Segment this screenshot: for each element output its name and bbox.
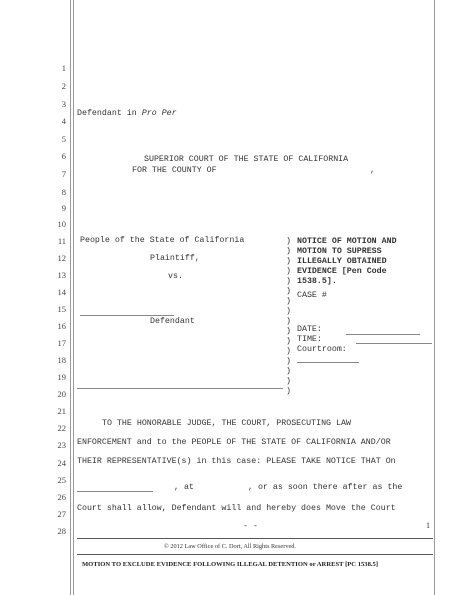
body-line-27: Court shall allow, Defendant will and hereby does Move the Court	[77, 504, 396, 513]
body-line-23: ENFORCEMENT and to the PEOPLE OF THE STATE OF CALIFORNIA AND/OR	[77, 438, 391, 447]
courtroom-blank	[297, 362, 359, 363]
line-number: 25	[57, 475, 66, 485]
line-number: 6	[61, 151, 66, 161]
caption-paren: )	[286, 247, 291, 256]
court-name: SUPERIOR COURT OF THE STATE OF CALIFORNIA	[144, 155, 349, 164]
footer-document-title: MOTION TO EXCLUDE EVIDENCE FOLLOWING ILLEGAL DETENTION or ARREST [PC 1538.5]	[81, 561, 379, 568]
line-number: 15	[57, 304, 66, 314]
defendant-name-line	[80, 315, 174, 316]
caption-paren: )	[286, 307, 291, 316]
line-number: 8	[61, 187, 66, 197]
line-number: 4	[61, 116, 66, 126]
line-number: 28	[57, 526, 66, 536]
date-blank	[346, 334, 420, 335]
county-label: FOR THE COUNTY OF	[132, 166, 217, 175]
line-number: 23	[57, 440, 66, 450]
caption-paren: )	[286, 367, 291, 376]
notice-title-line: EVIDENCE [Pen Code	[297, 267, 387, 276]
caption-paren: )	[286, 317, 291, 326]
body-line-22: TO THE HONORABLE JUDGE, THE COURT, PROSECUTING LAW	[102, 419, 351, 428]
continuation-dashes: - -	[243, 522, 258, 531]
date-label: DATE:	[297, 325, 322, 334]
caption-paren: )	[286, 337, 291, 346]
pro-per-label: Pro Per	[141, 109, 177, 118]
line-number: 10	[57, 219, 66, 229]
caption-paren: )	[286, 277, 291, 286]
caption-paren: )	[286, 267, 291, 276]
line-number: 21	[57, 406, 66, 416]
line-number: 12	[57, 253, 66, 263]
caption-paren: )	[286, 357, 291, 366]
line-number: 18	[57, 355, 66, 365]
line-number: 27	[57, 509, 66, 519]
caption-paren: )	[286, 377, 291, 386]
notice-title-line: 1538.5].	[297, 277, 337, 286]
caption-paren: )	[286, 347, 291, 356]
plaintiff-label: Plaintiff,	[150, 254, 200, 263]
notice-title-line: ILLEGALLY OBTAINED	[297, 257, 387, 266]
line-number: 13	[57, 270, 66, 280]
case-number-label: CASE #	[297, 291, 327, 300]
line-number: 3	[61, 99, 66, 109]
county-comma: ,	[370, 166, 375, 175]
footer-mid-rule	[77, 554, 433, 555]
caption-paren: )	[286, 257, 291, 266]
line-number: 26	[57, 492, 66, 502]
line-number: 14	[57, 287, 66, 297]
line-number: 16	[57, 321, 66, 331]
left-margin-rule-inner	[73, 0, 74, 595]
body-line-26-rest: , or as soon there after as the	[248, 483, 403, 492]
line-number: 5	[61, 134, 66, 144]
right-margin-rule	[434, 0, 435, 595]
defendant-caption-label: Defendant	[150, 317, 195, 326]
hearing-date-blank	[77, 491, 153, 492]
line-number: 7	[61, 169, 66, 179]
footer-copyright: © 2012 Law Office of C. Dort, All Rights Reserved.	[164, 543, 296, 550]
line-number: 1	[61, 63, 66, 73]
caption-paren: )	[286, 287, 291, 296]
line-number: 17	[57, 338, 66, 348]
page-number: 1	[426, 521, 430, 530]
time-label: TIME:	[297, 335, 322, 344]
notice-title-line: MOTION TO SUPRESS	[297, 247, 382, 256]
caption-bottom-line	[77, 388, 283, 389]
line-number: 19	[57, 372, 66, 382]
body-line-24: THEIR REPRESENTATIVE(s) in this case: PLEASE TAKE NOTICE THAT On	[77, 457, 396, 466]
time-blank	[356, 343, 432, 344]
notice-title-line: NOTICE OF MOTION AND	[297, 237, 397, 246]
left-margin-rule-outer	[70, 0, 71, 595]
footer-top-rule	[77, 538, 433, 539]
caption-paren: )	[286, 237, 291, 246]
people-label: People of the State of California	[80, 236, 245, 245]
line-number: 24	[57, 458, 66, 468]
line-number: 20	[57, 389, 66, 399]
courtroom-label: Courtroom:	[297, 345, 347, 354]
line-number: 9	[61, 203, 66, 213]
caption-paren: )	[286, 387, 291, 396]
body-line-26-at: , at	[174, 483, 194, 492]
line-number: 2	[61, 81, 66, 91]
defendant-pro-per	[77, 109, 177, 119]
caption-paren: )	[286, 297, 291, 306]
vs-label: vs.	[168, 272, 183, 281]
defendant-label: Defendant in	[77, 109, 142, 118]
line-number: 11	[57, 236, 66, 246]
caption-paren: )	[286, 327, 291, 336]
line-number: 22	[57, 423, 66, 433]
